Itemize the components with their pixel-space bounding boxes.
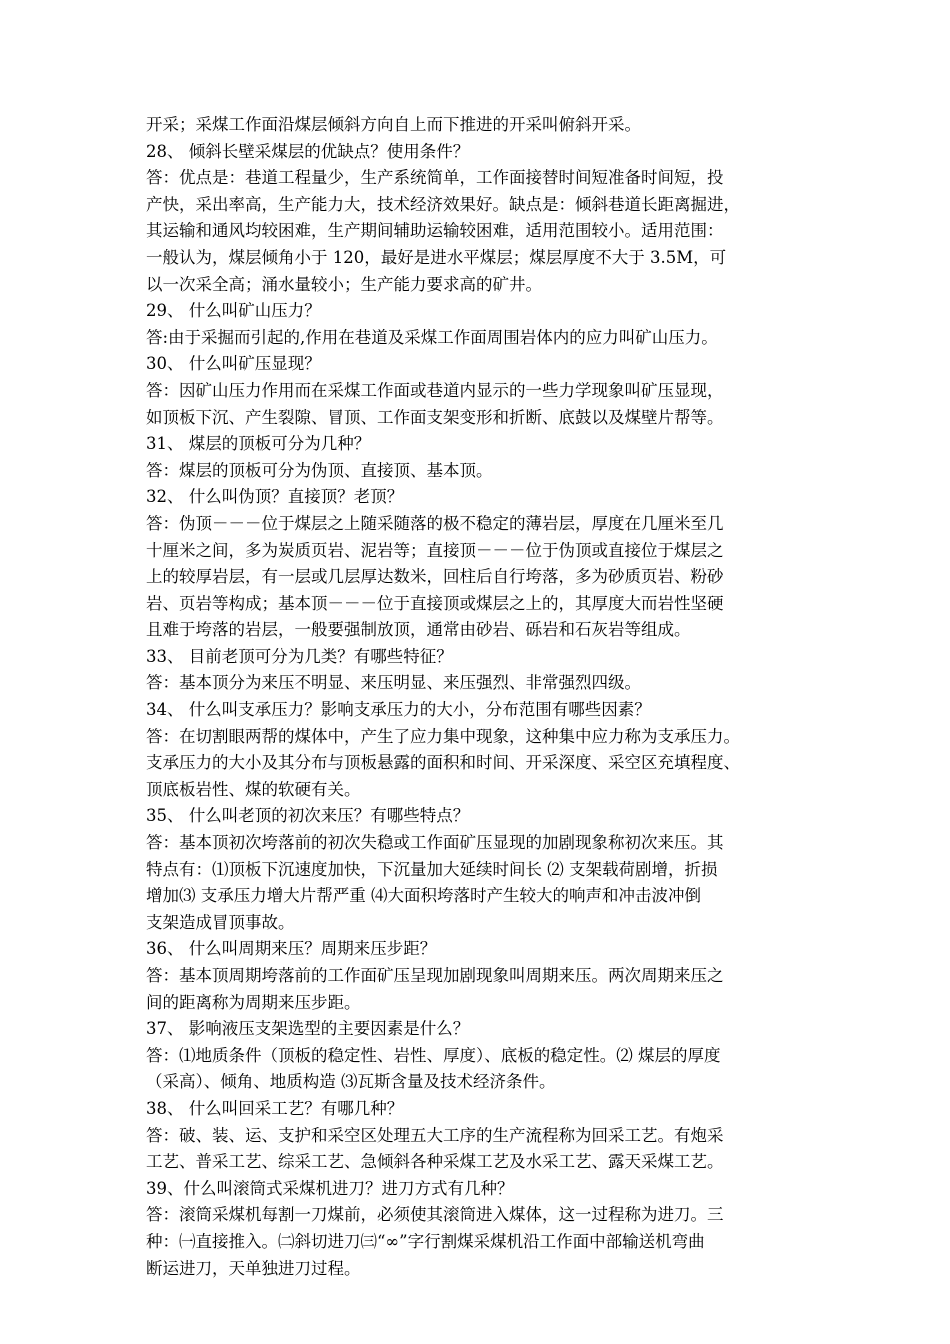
answer-line: 答：⑴地质条件（顶板的稳定性、岩性、厚度）、底板的稳定性。⑵ 煤层的厚度	[146, 1045, 721, 1065]
question-heading	[146, 1176, 812, 1203]
answer-line: 产快，采出率高，生产能力大，技术经济效果好。缺点是：倾斜巷道长距离掘进，	[146, 194, 740, 214]
question-heading	[146, 936, 812, 963]
answer-line: 其运输和通风均较困难，生产期间辅助运输较困难，适用范围较小。适用范围：	[146, 221, 724, 241]
answer-line: 特点有：⑴顶板下沉速度加快，下沉量加大延续时间长 ⑵ 支架载荷剧增，折损	[146, 859, 718, 879]
answer-line: 支架造成冒顶事故。	[146, 912, 295, 932]
answer-line: 间的距离称为周期来压步距。	[146, 992, 361, 1012]
question-text: 36、 什么叫周期来压？周期来压步距？	[146, 939, 437, 959]
answer-paragraph	[146, 458, 812, 485]
answer-line: （采高）、倾角、地质构造 ⑶瓦斯含量及技术经济条件。	[146, 1072, 556, 1092]
question-text: 37、 影响液压支架选型的主要因素是什么？	[146, 1019, 470, 1039]
answer-line: 支承压力的大小及其分布与顶板悬露的面积和时间、开采深度、采空区充填程度、	[146, 753, 740, 773]
answer-paragraph	[146, 112, 812, 139]
question-heading	[146, 697, 812, 724]
question-heading	[146, 351, 812, 378]
answer-line: 答：伪顶－－－位于煤层之上随采随落的极不稳定的薄岩层，厚度在几厘米至几	[146, 513, 724, 533]
question-text: 38、 什么叫回采工艺？有哪几种？	[146, 1098, 404, 1118]
answer-line: 种：㈠直接推入。㈡斜切进刀㈢“∞”字行割煤采煤机沿工作面中部输送机弯曲	[146, 1231, 705, 1251]
answer-paragraph	[146, 724, 812, 804]
question-text: 28、 倾斜长壁采煤层的优缺点？使用条件？	[146, 141, 470, 161]
question-heading	[146, 484, 812, 511]
answer-line: 答:由于采掘而引起的,作用在巷道及采煤工作面周围岩体内的应力叫矿山压力。	[146, 327, 718, 347]
question-text: 29、 什么叫矿山压力？	[146, 301, 321, 321]
question-heading	[146, 644, 812, 671]
question-heading	[146, 803, 812, 830]
answer-line: 答：煤层的顶板可分为伪顶、直接顶、基本顶。	[146, 460, 493, 480]
answer-line: 且难于垮落的岩层，一般要强制放顶，通常由砂岩、砾岩和石灰岩等组成。	[146, 620, 691, 640]
answer-paragraph	[146, 1043, 812, 1096]
answer-paragraph	[146, 165, 812, 298]
question-heading	[146, 431, 812, 458]
answer-line: 工艺、普采工艺、综采工艺、急倾斜各种采煤工艺及水采工艺、露天采煤工艺。	[146, 1152, 724, 1172]
question-heading	[146, 1096, 812, 1123]
answer-line: 上的较厚岩层，有一层或几层厚达数米，回柱后自行垮落，多为砂质页岩、粉砂	[146, 567, 724, 587]
answer-line: 答：基本顶周期垮落前的工作面矿压呈现加剧现象叫周期来压。两次周期来压之	[146, 966, 724, 985]
answer-line: 答：在切割眼两帮的煤体中，产生了应力集中现象，这种集中应力称为支承压力。	[146, 726, 740, 746]
answer-paragraph	[146, 1202, 812, 1282]
question-heading	[146, 139, 812, 166]
answer-paragraph	[146, 963, 812, 1016]
answer-line: 答：滚筒采煤机每割一刀煤前，必须使其滚筒进入煤体，这一过程称为进刀。三	[146, 1205, 724, 1225]
answer-line: 增加⑶ 支承压力增大片帮严重 ⑷大面积垮落时产生较大的响声和冲击波冲倒	[146, 886, 701, 906]
answer-line: 答：破、装、运、支护和采空区处理五大工序的生产流程称为回采工艺。有炮采	[146, 1125, 724, 1145]
answer-paragraph	[146, 670, 812, 697]
question-heading	[146, 298, 812, 325]
question-text: 31、 煤层的顶板可分为几种？	[146, 434, 371, 454]
question-text: 34、 什么叫支承压力？影响支承压力的大小，分布范围有哪些因素？	[146, 700, 651, 720]
answer-line: 答：优点是：巷道工程量少，生产系统简单，工作面接替时间短准备时间短，投	[146, 168, 724, 188]
answer-line: 答：基本顶分为来压不明显、来压明显、来压强烈、非常强烈四级。	[146, 673, 641, 693]
answer-paragraph	[146, 325, 812, 352]
answer-line: 顶底板岩性、煤的软硬有关。	[146, 779, 361, 799]
question-text: 35、 什么叫老顶的初次来压？有哪些特点？	[146, 806, 470, 826]
answer-line: 岩、页岩等构成；基本顶－－－位于直接顶或煤层之上的，其厚度大而岩性坚硬	[146, 593, 724, 613]
answer-line: 一般认为，煤层倾角小于 120，最好是进水平煤层；煤层厚度不大于 3.5M，可	[146, 247, 727, 267]
answer-line: 以一次采全高；涌水量较小；生产能力要求高的矿井。	[146, 274, 542, 294]
answer-line: 开采；采煤工作面沿煤层倾斜方向自上而下推进的开采叫俯斜开采。	[146, 115, 641, 134]
question-text: 33、 目前老顶可分为几类？有哪些特征？	[146, 646, 453, 666]
answer-line: 答：基本顶初次垮落前的初次失稳或工作面矿压显现的加剧现象称初次来压。其	[146, 833, 724, 853]
answer-paragraph	[146, 378, 812, 431]
answer-line: 十厘米之间，多为炭质页岩、泥岩等；直接顶－－－位于伪顶或直接位于煤层之	[146, 540, 724, 560]
answer-paragraph	[146, 511, 812, 644]
answer-paragraph	[146, 830, 812, 936]
question-text: 32、 什么叫伪顶？直接顶？老顶？	[146, 487, 404, 507]
question-text: 39、什么叫滚筒式采煤机进刀？进刀方式有几种？	[146, 1178, 514, 1198]
answer-line: 答：因矿山压力作用而在采煤工作面或巷道内显示的一些力学现象叫矿压显现，	[146, 380, 724, 400]
answer-paragraph	[146, 1123, 812, 1176]
answer-line: 断运进刀，天单独进刀过程。	[146, 1258, 361, 1278]
question-heading	[146, 1016, 812, 1043]
question-text: 30、 什么叫矿压显现？	[146, 354, 321, 374]
document-page	[146, 112, 812, 1282]
answer-line: 如顶板下沉、产生裂隙、冒顶、工作面支架变形和折断、底鼓以及煤壁片帮等。	[146, 407, 724, 427]
